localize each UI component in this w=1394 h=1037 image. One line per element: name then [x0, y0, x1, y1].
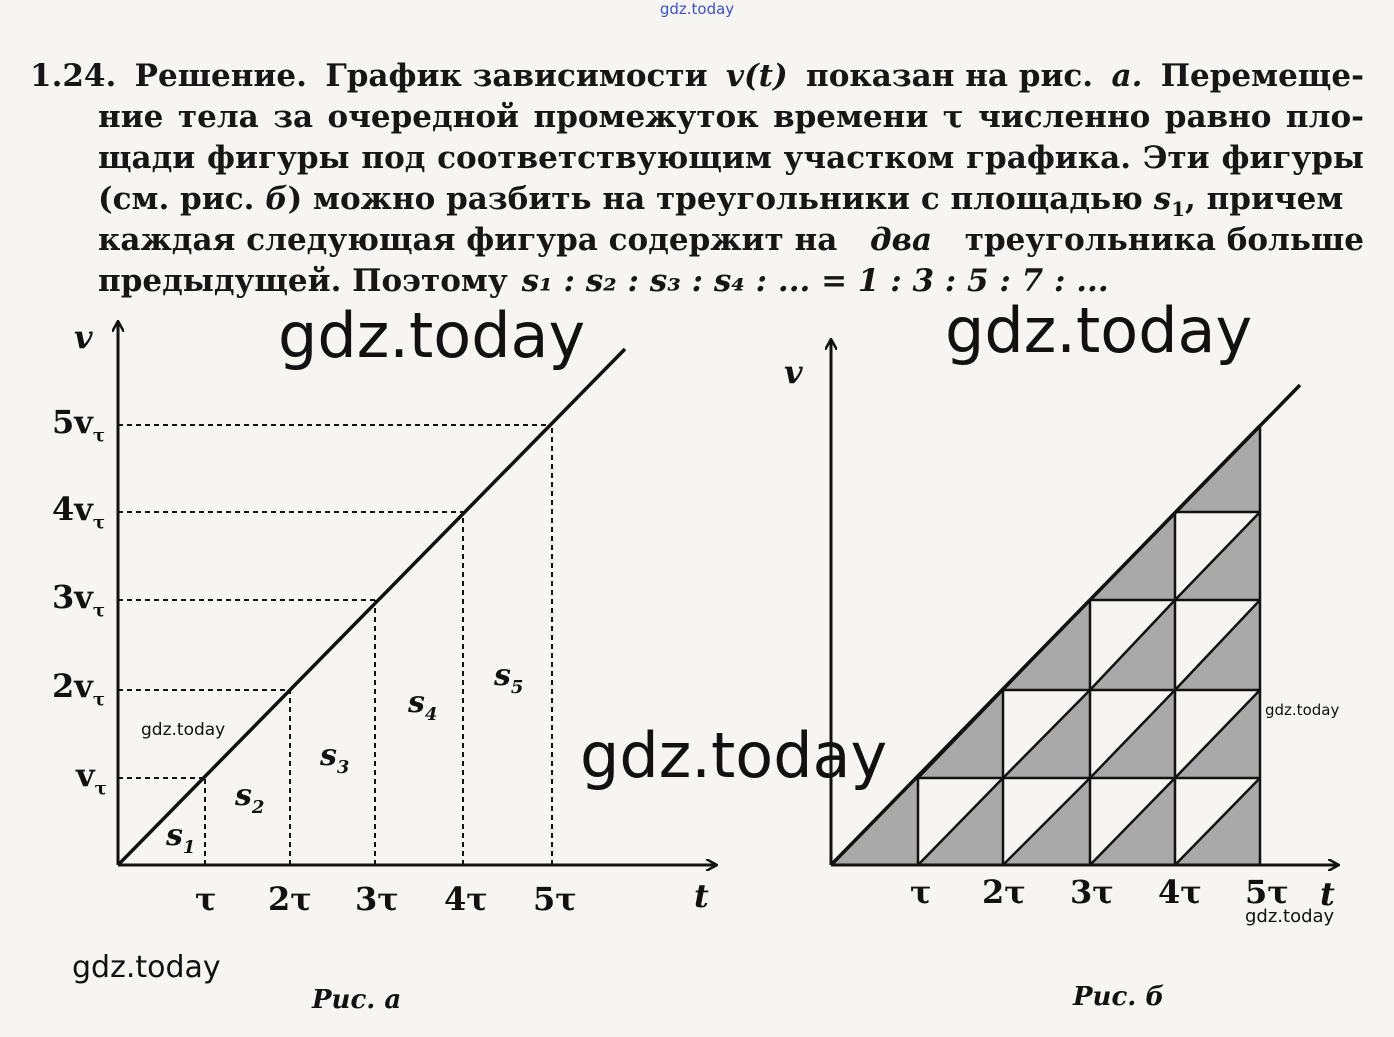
problem-number: 1.24.: [30, 58, 117, 94]
x-tick-label: 3τ: [1070, 873, 1114, 911]
area-ratio-formula: s₁ : s₂ : s₃ : s₄ : ... = 1 : 3 : 5 : 7 : ...: [521, 263, 1109, 299]
figure-ref-b: б: [265, 181, 288, 217]
figure-b-velocity-line: [831, 385, 1300, 865]
watermark-small-left: gdz.today: [141, 720, 226, 740]
watermark-mid-bottom-left: gdz.today: [72, 950, 221, 985]
figure-a-y-ticks: [52, 403, 107, 799]
y-tick-label: $5v_\tau$: [52, 403, 105, 446]
area-label-s1: $s_1$: [166, 818, 196, 858]
figure-b-caption: Рис. б: [1073, 982, 1165, 1012]
text-fragment: треугольника больше: [964, 222, 1364, 258]
text-fragment: , причем: [1185, 181, 1344, 217]
text-fragment: щади фигуры под соответствующим участком графика. Эти фигуры: [98, 140, 1364, 176]
x-tick-label: 5τ: [533, 880, 577, 918]
area-label-s4: $s_4$: [408, 685, 438, 725]
text-fragment: показан на рис.: [806, 58, 1094, 94]
y-tick-label: $2v_\tau$: [52, 667, 105, 710]
text-fragment: (см. рис.: [98, 181, 255, 217]
solution-lead: Решение.: [134, 58, 307, 94]
area-label-s3: $s_3$: [320, 738, 350, 778]
y-tick-label: $3v_\tau$: [52, 578, 105, 621]
area-subscript: 1: [1171, 197, 1186, 222]
watermark-small-right-mid: gdz.today: [1265, 701, 1340, 719]
figure-a-v-axis-label: v: [74, 318, 93, 356]
velocity-function: v(t): [725, 58, 788, 94]
y-tick-label: $v_\tau$: [76, 756, 107, 799]
figure-a-t-axis-label: t: [694, 877, 709, 915]
figure-ref-a: а.: [1111, 58, 1143, 94]
figure-b-t-axis-label: t: [1320, 875, 1335, 913]
x-tick-label: 3τ: [355, 880, 399, 918]
x-tick-label: τ: [910, 873, 932, 911]
y-tick-label: $4v_\tau$: [52, 490, 105, 533]
watermark-top: gdz.today: [659, 0, 735, 18]
area-label-s2: $s_2$: [235, 778, 265, 818]
text-fragment: Перемеще-: [1160, 58, 1364, 94]
x-tick-label: 4τ: [1158, 873, 1202, 911]
x-tick-label: 4τ: [444, 880, 488, 918]
x-tick-label: 2τ: [268, 880, 312, 918]
text-fragment: ) можно разбить на треугольники с площадью: [287, 181, 1143, 217]
area-label-s5: $s_5$: [494, 658, 524, 698]
watermark-small-right-bottom: gdz.today: [1245, 906, 1335, 927]
area-symbol: s: [1153, 181, 1172, 217]
x-tick-label: τ: [195, 880, 217, 918]
x-tick-label: 5τ: [1245, 873, 1289, 911]
watermark-big-center: gdz.today: [580, 719, 888, 792]
figure-b-x-ticks: [910, 873, 1289, 911]
figure-b-v-axis-label: v: [784, 353, 803, 391]
watermark-big-left: gdz.today: [278, 299, 586, 372]
watermark-big-right: gdz.today: [945, 294, 1253, 367]
text-fragment: ние тела за очередной промежуток времени τ численно равно пло-: [98, 99, 1364, 135]
text-fragment: предыдущей. Поэтому: [98, 263, 508, 299]
emphasis-word: два: [870, 222, 933, 258]
figure-a-x-ticks: [195, 880, 577, 918]
text-fragment: График зависимости: [325, 58, 708, 94]
figure-a: [52, 318, 716, 1015]
x-tick-label: 2τ: [982, 873, 1026, 911]
text-fragment: каждая следующая фигура содержит на: [98, 222, 838, 258]
figure-a-velocity-line: [118, 349, 625, 865]
figure-a-caption: Рис. а: [312, 985, 402, 1015]
figure-a-area-labels: [165, 658, 523, 858]
